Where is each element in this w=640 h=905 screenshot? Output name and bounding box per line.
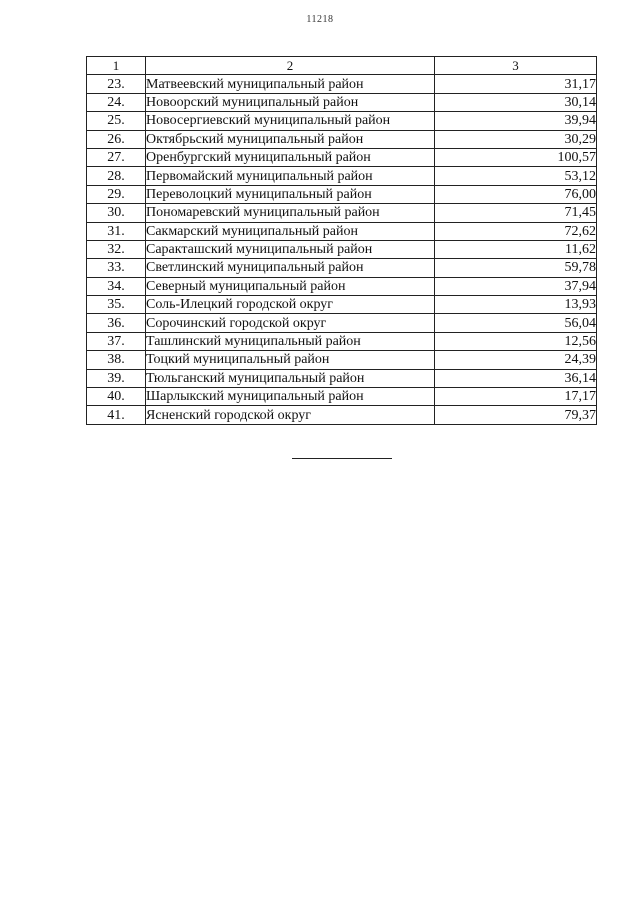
row-value: 30,14 xyxy=(435,93,597,111)
row-value: 59,78 xyxy=(435,259,597,277)
row-number: 34. xyxy=(87,277,146,295)
row-number: 24. xyxy=(87,93,146,111)
end-of-table-rule xyxy=(292,458,392,459)
row-value: 17,17 xyxy=(435,388,597,406)
table-row xyxy=(87,112,597,130)
district-name: Октябрьский муниципальный район xyxy=(146,130,435,148)
row-value: 36,14 xyxy=(435,369,597,387)
district-name: Тоцкий муниципальный район xyxy=(146,351,435,369)
district-name: Матвеевский муниципальный район xyxy=(146,75,435,93)
row-value: 24,39 xyxy=(435,351,597,369)
table-row xyxy=(87,388,597,406)
district-name: Ташлинский муниципальный район xyxy=(146,332,435,350)
district-name: Первомайский муниципальный район xyxy=(146,167,435,185)
table-row xyxy=(87,75,597,93)
column-header-2: 2 xyxy=(146,57,435,75)
data-table xyxy=(86,56,597,425)
row-number: 23. xyxy=(87,75,146,93)
table-row xyxy=(87,277,597,295)
column-header-1: 1 xyxy=(87,57,146,75)
row-number: 35. xyxy=(87,296,146,314)
district-name: Переволоцкий муниципальный район xyxy=(146,185,435,203)
table-row xyxy=(87,167,597,185)
district-name: Саракташский муниципальный район xyxy=(146,240,435,258)
table-row xyxy=(87,204,597,222)
row-value: 31,17 xyxy=(435,75,597,93)
row-value: 72,62 xyxy=(435,222,597,240)
district-name: Шарлыкский муниципальный район xyxy=(146,388,435,406)
district-name: Северный муниципальный район xyxy=(146,277,435,295)
row-number: 31. xyxy=(87,222,146,240)
district-name: Сорочинский городской округ xyxy=(146,314,435,332)
column-header-3: 3 xyxy=(435,57,597,75)
row-number: 39. xyxy=(87,369,146,387)
table-row xyxy=(87,259,597,277)
table-body xyxy=(87,57,597,425)
district-name: Светлинский муниципальный район xyxy=(146,259,435,277)
table-row xyxy=(87,93,597,111)
row-value: 39,94 xyxy=(435,112,597,130)
row-value: 53,12 xyxy=(435,167,597,185)
table-row xyxy=(87,314,597,332)
row-number: 26. xyxy=(87,130,146,148)
table-row xyxy=(87,406,597,424)
table-row xyxy=(87,130,597,148)
district-name: Ясненский городской округ xyxy=(146,406,435,424)
table-header-row xyxy=(87,57,597,75)
row-value: 11,62 xyxy=(435,240,597,258)
row-number: 37. xyxy=(87,332,146,350)
row-value: 13,93 xyxy=(435,296,597,314)
district-name: Новосергиевский муниципальный район xyxy=(146,112,435,130)
page-number: 11218 xyxy=(306,14,334,25)
district-name: Тюльганский муниципальный район xyxy=(146,369,435,387)
row-value: 30,29 xyxy=(435,130,597,148)
table-row xyxy=(87,296,597,314)
table-row xyxy=(87,351,597,369)
row-number: 36. xyxy=(87,314,146,332)
row-number: 29. xyxy=(87,185,146,203)
table-row xyxy=(87,240,597,258)
row-number: 28. xyxy=(87,167,146,185)
row-number: 41. xyxy=(87,406,146,424)
row-number: 25. xyxy=(87,112,146,130)
table-row xyxy=(87,369,597,387)
row-number: 32. xyxy=(87,240,146,258)
row-value: 37,94 xyxy=(435,277,597,295)
row-number: 38. xyxy=(87,351,146,369)
row-value: 100,57 xyxy=(435,148,597,166)
table-row xyxy=(87,148,597,166)
table-row xyxy=(87,185,597,203)
row-number: 30. xyxy=(87,204,146,222)
row-number: 33. xyxy=(87,259,146,277)
row-value: 76,00 xyxy=(435,185,597,203)
row-value: 12,56 xyxy=(435,332,597,350)
district-name: Пономаревский муниципальный район xyxy=(146,204,435,222)
row-value: 71,45 xyxy=(435,204,597,222)
row-value: 56,04 xyxy=(435,314,597,332)
district-name: Новоорский муниципальный район xyxy=(146,93,435,111)
district-name: Оренбургский муниципальный район xyxy=(146,148,435,166)
table-row xyxy=(87,332,597,350)
table-row xyxy=(87,222,597,240)
row-number: 27. xyxy=(87,148,146,166)
row-number: 40. xyxy=(87,388,146,406)
district-name: Соль-Илецкий городской округ xyxy=(146,296,435,314)
district-name: Сакмарский муниципальный район xyxy=(146,222,435,240)
row-value: 79,37 xyxy=(435,406,597,424)
